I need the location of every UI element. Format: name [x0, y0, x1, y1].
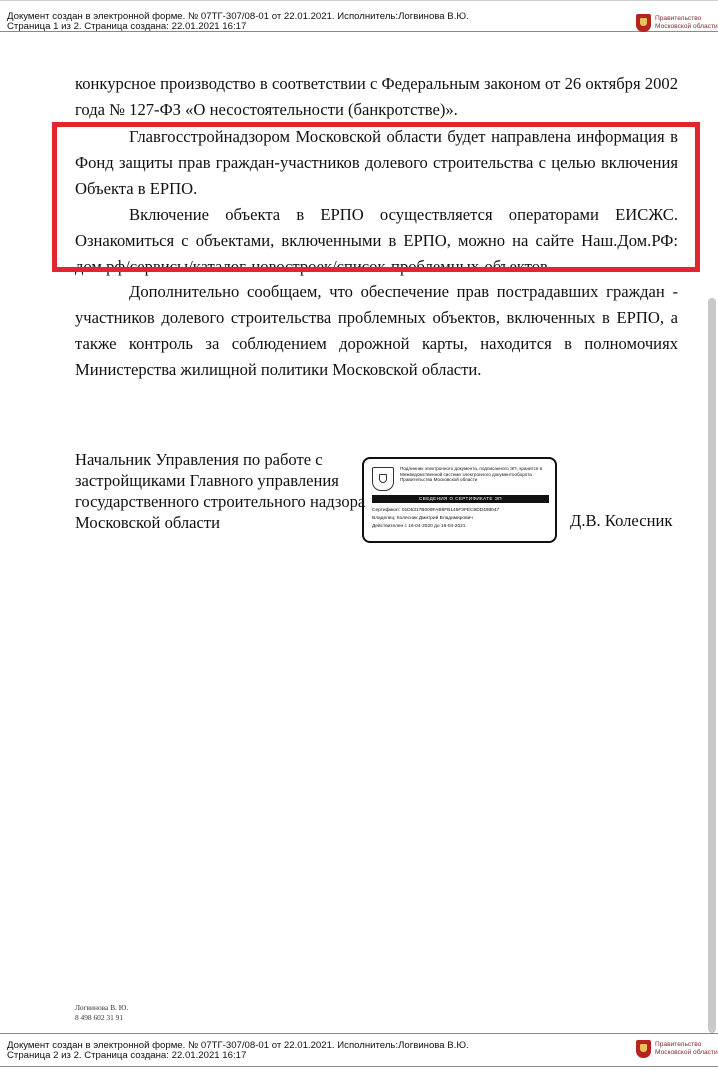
government-logo [636, 1040, 718, 1062]
header-line-1: Документ создан в электронной форме. № 07ТГ-307/08-01 от 22.01.2021. Исполнитель:Логвинова В.Ю. [7, 11, 469, 22]
document-header-top [0, 0, 718, 32]
stamp-header-bar: СВЕДЕНИЯ О СЕРТИФИКАТЕ ЭП [372, 495, 549, 503]
stamp-note: Подлинник электронного документа, подписанного ЭП, хранится в Межведомственной системе электронного документооборота Правительства Московской области [400, 466, 543, 483]
header-line-2: Страница 1 из 2. Страница создана: 22.01.2021 16:17 [7, 21, 247, 32]
government-label-line-1: Правительство [655, 1041, 702, 1048]
header-line-2: Страница 2 из 2. Страница создана: 22.01.2021 16:17 [7, 1050, 247, 1061]
coat-of-arms-icon [372, 467, 394, 491]
signatory-name: Д.В. Колесник [570, 511, 673, 530]
government-label-line-2: Московской области [655, 23, 718, 30]
paragraph-bankruptcy: конкурсное производство в соответствии с Федеральным законом от 26 октября 2002 года № 127-ФЗ «О несостоятельности (банкротстве)». [75, 74, 678, 119]
electronic-signature-stamp [362, 457, 557, 543]
executor-name: Логвинова В. Ю. [75, 1003, 129, 1012]
header-text [7, 12, 469, 32]
executor-info [75, 1003, 128, 1023]
header-line-1: Документ создан в электронной форме. № 07ТГ-307/08-01 от 22.01.2021. Исполнитель:Логвинова В.Ю. [7, 1040, 469, 1051]
signatory-position: Начальник Управления по работе с застройщиками Главного управления государственного строительного надзора Московской области [75, 450, 366, 532]
executor-phone: 8 498 602 31 91 [75, 1013, 124, 1022]
government-label-line-1: Правительство [655, 15, 702, 22]
government-label [655, 1041, 718, 1057]
stamp-certificate: Сертификат: 01D5317B009FAB6FB145F3FEC9DD498047 [372, 508, 500, 513]
paragraph-fund-notice: Главгосстройнадзором Московской области будет направлена информация в Фонд защиты прав граждан-участников долевого строительства с целью включения Объекта в ЕРПО. [75, 127, 678, 198]
coat-of-arms-icon [636, 1040, 651, 1058]
government-label-line-2: Московской области [655, 1049, 718, 1056]
vertical-scrollbar[interactable] [708, 298, 716, 1033]
document-header-bottom [0, 1033, 718, 1067]
government-logo [636, 14, 718, 36]
paragraph-erpo-inclusion: Включение объекта в ЕРПО осуществляется операторами ЕИСЖС. Ознакомиться с объектами, включенными в ЕРПО, можно на сайте Наш.Дом.РФ: дом.рф/сервисы/каталог-новостроек/список-проблемных-объектов. [75, 205, 678, 276]
government-label [655, 15, 718, 31]
header-text [7, 1041, 469, 1061]
paragraph-ministry: Дополнительно сообщаем, что обеспечение прав пострадавших граждан - участников долевого строительства проблемных объектов, включенных в ЕРПО, а также контроль за соблюдением дорожной карты, находится в полномочиях Министерства жилищной политики Московской области. [75, 282, 678, 379]
coat-of-arms-icon [636, 14, 651, 32]
stamp-validity: Действителен с 16-04-2020 до 16-04-2021 [372, 524, 466, 529]
red-highlight-frame [52, 122, 700, 272]
stamp-certificate-info [372, 507, 552, 531]
stamp-owner: Владелец: Колесник Дмитрий Владимирович [372, 516, 473, 521]
